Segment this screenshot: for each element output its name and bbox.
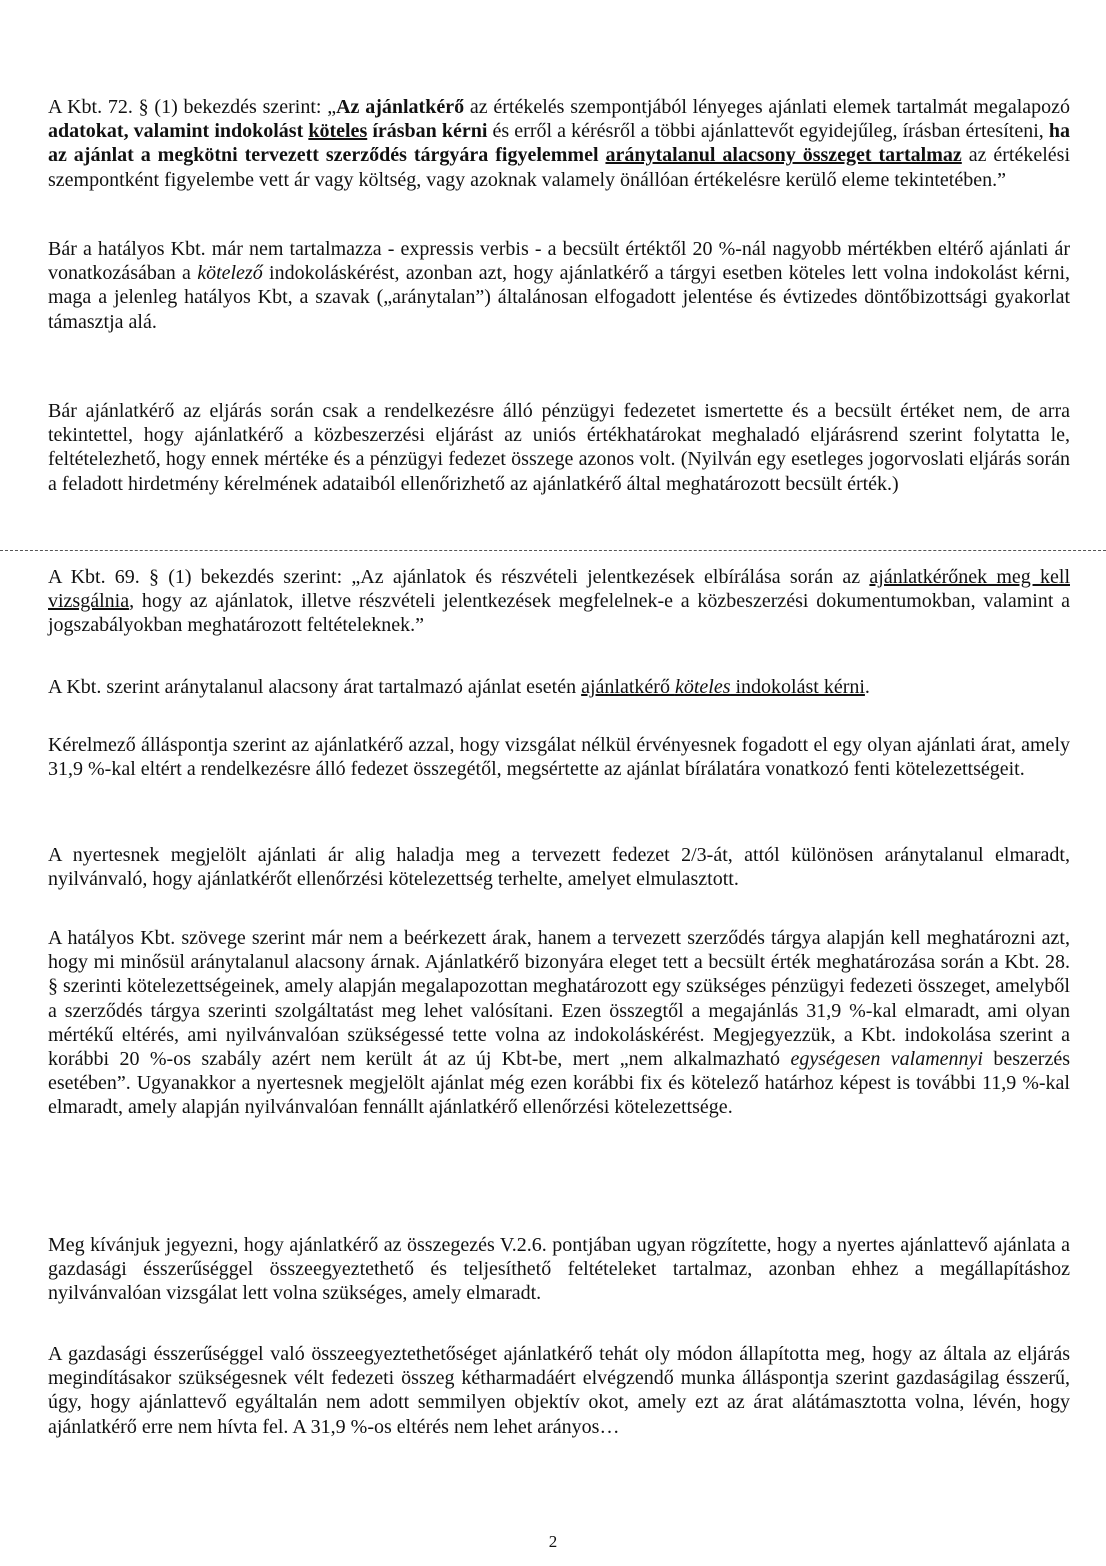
text-run: beszerzés esetében”. Ugyanakkor a nyertesnek megjelölt ajánlat még ezen korábbi fix és kötelező határhoz képest is további 11,9 %-kal elmaradt, amely alapján nyilvánvalóan fennállt ajánlatkérő ellenőrzési kötelezettsége.	[48, 1048, 1070, 1119]
bold-run: adatokat, valamint indokolást	[48, 120, 309, 143]
text-run: és erről a kérésről a többi ajánlattevőt egyidejűleg, írásban értesíteni,	[487, 120, 1049, 143]
dashed-divider	[0, 550, 1106, 551]
underline-run: ajánlatkérőnek meg kell vizsgálnia	[48, 566, 1070, 613]
text-run: A Kbt. 69. § (1) bekezdés szerint: „Az ajánlatok és részvételi jelentkezések elbírálása során az	[48, 566, 870, 588]
bold-run: Az ajánlatkérő	[336, 96, 465, 118]
underline-italic-run: köteles	[674, 676, 731, 698]
paragraph-nyertes-ajanlati-ar: A nyertesnek megjelölt ajánlati ár alig haladja meg a tervezett fedezet 2/3-át, attól különösen aránytalanul elmaradt, nyilvánvaló, hogy ajánlatkérőt ellenőrzési kötelezettség terhelte, amelyet elmulasztott.	[48, 844, 1070, 891]
paragraph-kbt-72	[48, 95, 1070, 192]
text-run: indokoláskérést, azonban azt, hogy ajánlatkérő a tárgyi esetben köteles lett volna indokolást kérni, maga a jelenleg hatályos Kbt, a szavak („aránytalan”) általánosan elfogadott jelentése és évtizedes döntőbizottsági gyakorlat támasztja alá.	[48, 262, 1070, 333]
paragraph-becsult-ertek: Bár ajánlatkérő az eljárás során csak a rendelkezésre álló pénzügyi fedezetet ismertette és a becsült értéket nem, de arra tekintettel, hogy ajánlatkérő a közbeszerzési eljárást az uniós értékhatárokat meghaladó eljárásrend szerint folytatta le, feltételezhető, hogy ennek mértéke és a pénzügyi fedezet összege azonos volt. (Nyilván egy esetleges jogorvoslati eljárás során a feladott hirdetmény kérelmének adataiból ellenőrizhető az ajánlatkérő által meghatározott becsült érték.)	[48, 400, 1070, 495]
underline-run: ajánlatkérő	[581, 676, 675, 698]
bold-run: ha az ajánlat a megkötni tervezett szerződés tárgyára figyelemmel	[48, 120, 1070, 167]
italic-run: egységesen valamennyi	[790, 1048, 983, 1071]
italic-run: kötelező	[197, 262, 263, 285]
text-run: A hatályos Kbt. szövege szerint már nem a beérkezett árak, hanem a tervezett szerződés tárgya alapján kell meghatározni azt, hogy mi minősül aránytalanul alacsony árnak. Ajánlatkérő bizonyára eleget tett a becsült érték meghatározása során a Kbt. 28. § szerinti kötelezettségeinek, amely alapján megalapozottan meghatározott egy szükséges pénzügyi fedezeti összeget, amelyből a szerződés tárgya szerinti szolgáltatást meg lehet valósítani. Ezen összegtől a megajánlás 31,9 %-kal elmaradt, ami olyan mértékű eltérés, ami nyilvánvalóan szükségessé tette volna az indokoláskérést. Megjegyezzük, a Kbt. indokolása szerint a korábbi 20 %-os szabály azért nem került át az új Kbt-be, mert „nem alkalmazható	[48, 927, 1070, 1071]
paragraph-osszegezes: Meg kívánjuk jegyezni, hogy ajánlatkérő az összegezés V.2.6. pontjában ugyan rögzítette, hogy a nyertes ajánlattevő ajánlata a gazdasági ésszerűséggel összeegyeztethető és teljesíthető feltételeket tartalmaz, azonban ehhez a megállapításhoz nyilvánvalóan vizsgálat lett volna szükséges, amely elmaradt.	[48, 1234, 1070, 1305]
page-number: 2	[548, 1532, 558, 1551]
underline-run: indokolást kérni	[730, 676, 865, 698]
text-run: Bár a hatályos Kbt. már nem tartalmazza - expressis verbis - a becsült értéktől 20 %-nál nagyobb mértékben eltérő ajánlati ár vonatkozásában a	[48, 238, 1070, 285]
text-run: az értékelés szempontjából lényeges ajánlati elemek tartalmát megalapozó	[464, 96, 1070, 118]
paragraph-kerelmezo-allaspontja: Kérelmező álláspontja szerint az ajánlatkérő azzal, hogy vizsgálat nélkül érvényesnek fogadott el egy olyan ajánlati árat, amely 31,9 %-kal eltért a rendelkezésre álló fedezet összegétől, megsértette az ajánlat bírálatára vonatkozó fenti kötelezettségeit.	[48, 734, 1070, 781]
text-run: .	[864, 676, 870, 698]
paragraph-hatalyos-kbt-szovege	[48, 926, 1070, 1120]
paragraph-kbt-69	[48, 565, 1070, 638]
bold-underline-run: aránytalanul alacsony összeget tartalmaz	[605, 144, 962, 167]
bold-run: írásban kérni	[367, 120, 488, 143]
paragraph-indokolas-kotelezettseg	[48, 675, 1070, 699]
paragraph-gazdasagi-esszeruseg: A gazdasági ésszerűséggel való összeegyeztethetőséget ajánlatkérő tehát oly módon állapította meg, hogy az általa az eljárás megindításakor szükségesnek vélt fedezeti összeg kétharmadáért elvégzendő munka álláspontja szerint gazdaságilag ésszerű, úgy, hogy ajánlattevő egyáltalán nem adott semmilyen objektív okot, amely ezt az árat alátámasztotta volna, lévén, hogy ajánlatkérő erre nem hívta fel. A 31,9 %-os eltérés nem lehet arányos…	[48, 1343, 1070, 1438]
paragraph-hatalyos-kbt	[48, 237, 1070, 334]
text-run: A Kbt. szerint aránytalanul alacsony árat tartalmazó ajánlat esetén	[48, 676, 582, 698]
bold-underline-run: köteles	[308, 120, 368, 143]
text-run: A Kbt. 72. § (1) bekezdés szerint: „	[48, 96, 337, 118]
text-run: az értékelési szempontként figyelembe vett ár vagy költség, vagy azoknak valamely önállóan értékelésre kerülő eleme tekintetében.”	[48, 144, 1071, 191]
text-run: , hogy az ajánlatok, illetve részvételi jelentkezések megfelelnek-e a közbeszerzési dokumentumokban, valamint a jogszabályokban meghatározott feltételeknek.”	[48, 590, 1070, 637]
